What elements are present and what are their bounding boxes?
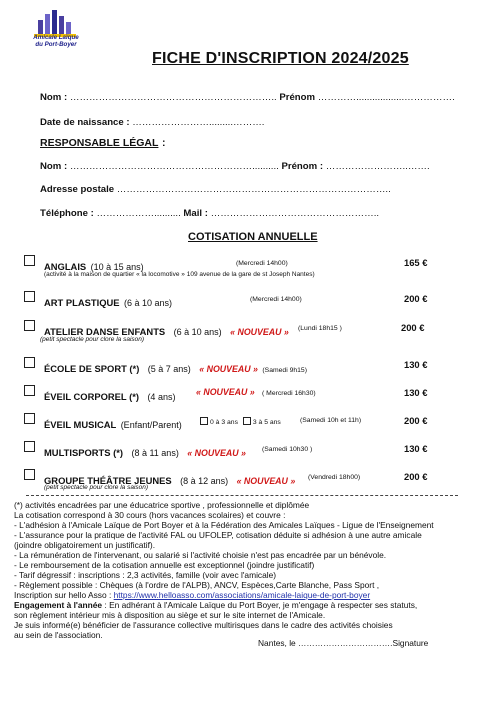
star-note: (*) activités encadrées par une éducatrice sportive , professionnelle et diplômée: [14, 500, 310, 510]
activity-age: (6 à 10 ans): [123, 298, 173, 308]
prenom-field[interactable]: …………..................…………….: [317, 92, 455, 103]
activity-name: ÉCOLE DE SPORT (*): [44, 363, 140, 374]
activity-price: 130 €: [404, 387, 428, 398]
footer-line: - L'assurance pour la pratique de l'activité FAL ou UFOLEP, cotisation déduite si adhésion à une autre amicale: [14, 530, 422, 540]
helloasso-prefix: Inscription sur hello Asso :: [14, 590, 114, 600]
activity-schedule: (Samedi 9h15): [262, 367, 307, 374]
activity-schedule: (Mercredi 14h00): [236, 260, 288, 267]
activity-eveil-corporel: [44, 387, 175, 405]
footer-line: - Tarif dégressif : inscriptions : 2,3 activités, famille (voir avec l'amicale): [14, 570, 277, 580]
engagement-label: Engagement à l'année: [14, 600, 103, 610]
nouveau-badge: « NOUVEAU »: [236, 476, 296, 486]
resp-tel-field[interactable]: ………………..........: [96, 208, 181, 219]
naissance-label: Date de naissance :: [40, 117, 130, 128]
activity-age: (Enfant/Parent): [120, 420, 182, 430]
option-3-5-checkbox[interactable]: [243, 417, 251, 425]
footer-line: Je suis informé(e) bénéficier de l'assurance collective multirisques dans le cadre des activités choisies: [14, 620, 393, 630]
helloasso-link[interactable]: https://www.helloasso.com/associations/amicale-laique-de-port-boyer: [113, 590, 371, 600]
activity-price: 200 €: [404, 471, 428, 482]
resp-adresse-field[interactable]: …………………………………………………………………………..: [116, 184, 391, 195]
danse-checkbox[interactable]: [24, 320, 35, 331]
resp-prenom-field[interactable]: ……………………..…….: [325, 161, 430, 172]
option-0-3-label: 0 à 3 ans: [210, 419, 238, 426]
nouveau-badge: « NOUVEAU »: [230, 327, 289, 337]
resp-tel-label: Téléphone :: [40, 208, 94, 219]
nom-label: Nom :: [40, 92, 68, 103]
activity-note: (petit spectacle pour clore la saison): [40, 336, 145, 343]
footer-line: - Règlement possible : Chèques (à l'ordre de l'ALPB), ANCV, Espèces,Carte Blanche, Pass Sport ,: [14, 580, 380, 590]
activity-ecole-sport: [44, 359, 307, 377]
activity-price: 165 €: [404, 257, 428, 268]
footer-line: La cotisation correspond à 30 cours (hors vacances scolaires) et couvre :: [14, 510, 286, 520]
resp-prenom-label: Prénom :: [281, 161, 324, 172]
activity-name: ÉVEIL CORPOREL (*): [44, 391, 139, 402]
activity-name: ANGLAIS: [44, 261, 87, 272]
activity-name: GROUPE THÉÂTRE JEUNES: [44, 475, 172, 486]
engagement-text: : En adhérant à l'Amicale Laïque du Port Boyer, je m'engage à respecter ses statuts,: [102, 600, 418, 610]
footer-line: [14, 590, 434, 600]
eveil-corporel-checkbox[interactable]: [24, 385, 35, 396]
cotisation-title: COTISATION ANNUELLE: [188, 231, 318, 243]
footer-line: (joindre obligatoirement un justificatif).: [14, 540, 156, 550]
activity-multisports: [44, 443, 246, 461]
ecole-sport-checkbox[interactable]: [24, 357, 35, 368]
activity-age: (4 ans): [147, 392, 176, 402]
activity-art-plastique: [44, 293, 172, 311]
activity-price: 200 €: [404, 415, 428, 426]
activity-schedule: (Vendredi 18h00): [308, 474, 361, 481]
resp-mail-label: Mail :: [183, 208, 208, 219]
footer-line: son règlement intérieur mis à disposition au siège et sur le site internet de l'Amicale.: [14, 610, 326, 620]
activity-name: ART PLASTIQUE: [44, 297, 120, 308]
activity-schedule: ( Mercredi 16h30): [262, 390, 316, 397]
logo-text: [28, 35, 84, 48]
nouveau-badge: « NOUVEAU »: [196, 387, 255, 397]
footer-text: [14, 500, 434, 640]
nom-field[interactable]: ………………………………………………………..: [69, 92, 277, 103]
footer-line: - Le remboursement de la cotisation annuelle est exceptionnel (joindre justificatif): [14, 560, 315, 570]
logo-line2: du Port-Boyer: [35, 40, 77, 48]
footer-line: - L'adhésion à l'Amicale Laïque de Port Boyer et à la Fédération des Amicales Laïques - Ligue de l'Enseignement: [14, 520, 434, 530]
multisports-checkbox[interactable]: [24, 441, 35, 452]
nouveau-badge: « NOUVEAU »: [187, 448, 246, 458]
resp-nom-label: Nom :: [40, 161, 68, 172]
activity-eveil-musical: [44, 415, 182, 433]
signature-line[interactable]: Nantes, le …………………………….Signature: [258, 638, 429, 648]
responsable-colon: :: [162, 137, 166, 149]
activity-price: 130 €: [404, 443, 428, 454]
naissance-row[interactable]: [40, 117, 264, 128]
activity-note: (activité à la maison de quartier « la locomotive » 109 avenue de la gare de st Joseph Nantes): [44, 271, 315, 278]
logo-line1: Amicale Laïque: [33, 34, 79, 41]
activity-name: ÉVEIL MUSICAL: [44, 419, 117, 430]
resp-adresse-label: Adresse postale: [40, 184, 115, 195]
theatre-checkbox[interactable]: [24, 469, 35, 480]
art-plastique-checkbox[interactable]: [24, 291, 35, 302]
resp-contact-row[interactable]: [40, 208, 379, 219]
resp-nom-row[interactable]: [40, 161, 430, 172]
responsable-heading: RESPONSABLE LÉGAL: [40, 137, 159, 149]
resp-adresse-row[interactable]: [40, 184, 391, 195]
activity-schedule: (Mercredi 14h00): [250, 296, 302, 303]
footer-line: [14, 600, 434, 610]
activity-age: (10 à 15 ans): [90, 262, 144, 272]
activity-age: (8 à 12 ans): [180, 476, 229, 486]
activity-name: ATELIER DANSE ENFANTS: [44, 326, 166, 337]
activity-price: 200 €: [404, 293, 428, 304]
resp-mail-field[interactable]: ……………………………………………..: [210, 208, 380, 219]
page-title: FICHE D'INSCRIPTION 2024/2025: [152, 50, 409, 67]
divider: [26, 495, 458, 496]
resp-nom-field[interactable]: …………………………………………………..........: [69, 161, 279, 172]
activity-age: (6 à 10 ans): [173, 327, 222, 337]
eveil-musical-options[interactable]: [200, 417, 281, 426]
activity-age: (8 à 11 ans): [131, 448, 179, 458]
nom-row[interactable]: [40, 92, 455, 103]
eveil-musical-checkbox[interactable]: [24, 413, 35, 424]
activity-name: MULTISPORTS (*): [44, 447, 123, 458]
option-3-5-label: 3 à 5 ans: [252, 419, 281, 426]
footer-line: - La rémunération de l'intervenant, ou salarié si l'activité choisie n'est pas encadrée par un bénévole.: [14, 550, 387, 560]
activity-schedule: (Samedi 10h et 11h): [300, 417, 362, 424]
naissance-field[interactable]: …………………….........……….: [132, 117, 265, 128]
nouveau-badge: « NOUVEAU »: [199, 364, 258, 374]
activity-price: 200 €: [401, 322, 425, 333]
activity-price: 130 €: [404, 359, 428, 370]
prenom-label: Prénom: [279, 92, 316, 103]
activity-schedule: (Samedi 10h30 ): [262, 446, 313, 453]
option-0-3-checkbox[interactable]: [200, 417, 208, 425]
footer-line: au sein de l'association.: [14, 630, 103, 640]
activity-schedule: (Lundi 18h15 ): [298, 325, 342, 332]
activity-age: (5 à 7 ans): [147, 364, 191, 374]
activity-note: (petit spectacle pour clore la saison): [44, 484, 149, 491]
anglais-checkbox[interactable]: [24, 255, 35, 266]
